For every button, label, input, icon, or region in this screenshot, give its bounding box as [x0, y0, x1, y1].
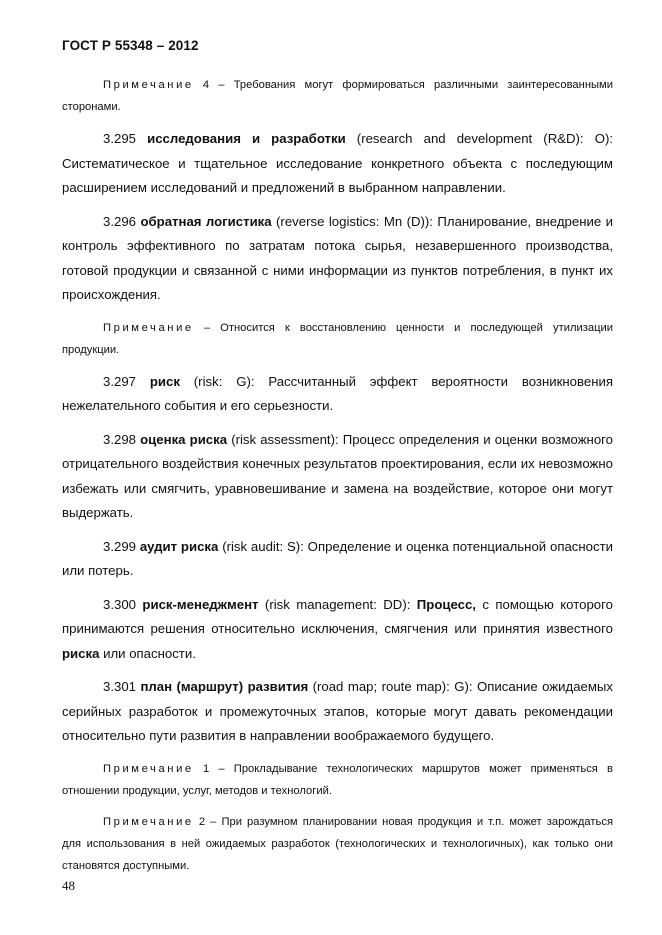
term-title: план (маршрут) развития: [140, 679, 309, 694]
term-number: 3.298: [103, 431, 141, 447]
term-definition: (risk: G): Рассчитанный эффект вероятности возникновения нежелательного события и его серьезности.: [62, 373, 613, 413]
term-number: 3.295: [103, 131, 148, 146]
term-definition: или опасности.: [99, 645, 196, 661]
term-title: оценка риска: [140, 431, 228, 447]
term-title: риск: [149, 373, 180, 389]
term-3-296: [62, 210, 613, 308]
term-definition: (risk audit: S): Определение и оценка потенциальной опасности или потерь.: [62, 538, 614, 578]
term-definition: (reverse logistics: Mn (D)): Планирование, внедрение и контроль эффективного по затратам потока сырья, незавершенного производства, готовой продукции и связанной с ними информации из пунктов потребления, в пункт их происхождения.: [62, 213, 613, 302]
term-emphasis: риска: [62, 645, 100, 661]
term-3-301: [62, 675, 613, 749]
page-number: 48: [62, 878, 75, 893]
term-title: обратная логистика: [140, 213, 272, 229]
term-number: 3.301: [103, 679, 141, 694]
note-text: – Относится к восстановлению ценности и последующей утилизации продукции.: [62, 321, 613, 356]
term-number: 3.299: [103, 538, 140, 554]
note-label: Примечание: [103, 79, 194, 91]
note-3-296: [62, 317, 613, 361]
term-number: 3.296: [103, 213, 141, 229]
term-definition: (risk assessment): Процесс определения и оценки возможного отрицательного воздействия конечных результатов проектирования, если их невозможно избежать или смягчить, уравновешивание и замена на воздействие, которое они могут выдержать.: [62, 431, 614, 520]
term-3-300: [62, 593, 613, 667]
term-3-297: [62, 370, 613, 419]
note-label: Примечание: [103, 815, 194, 828]
note-text: 2 – При разумном планировании новая продукция и т.п. может зарождаться для использования в ней ожидаемых разработок (технологических и технологичных), как только они становятся доступными.: [62, 815, 613, 872]
term-3-298: [62, 428, 613, 526]
term-3-295: [62, 127, 613, 201]
note-text: 1 – Прокладывание технологических маршрутов может применяться в отношении продукции, услуг, методов и технологий.: [62, 762, 613, 797]
term-definition: (research and development (R&D): O): Систематическое и тщательное исследование конкретного объекта с последующим расширением исследований и предложений в выбранном направлении.: [62, 131, 614, 195]
term-definition: (risk management: DD):: [258, 596, 417, 612]
term-emphasis: Процесс,: [416, 596, 476, 612]
term-definition: с помощью которого принимаются решения относительно исключения, смягчения или принятия известного: [62, 596, 613, 636]
term-title: риск-менеджмент: [142, 596, 259, 612]
term-title: аудит риска: [139, 538, 219, 554]
term-3-299: [62, 535, 613, 584]
term-number: 3.300: [103, 596, 143, 612]
standard-header: ГОСТ Р 55348 – 2012: [62, 38, 199, 53]
note-1: [62, 758, 613, 802]
note-2: [62, 811, 613, 877]
note-label: Примечание: [103, 762, 194, 775]
note-4: [62, 74, 613, 118]
term-definition: (road map; route map): G): Описание ожидаемых серийных разработок и промежуточных этапов, которые могут давать рекомендации относительно пути развития в направлении воображаемого будущего.: [62, 679, 613, 743]
note-text: 4 – Требования могут формироваться различными заинтересованными сторонами.: [62, 79, 613, 113]
note-label: Примечание: [103, 321, 194, 334]
content-body: [62, 74, 613, 886]
term-number: 3.297: [103, 373, 150, 389]
term-title: исследования и разработки: [147, 131, 346, 146]
